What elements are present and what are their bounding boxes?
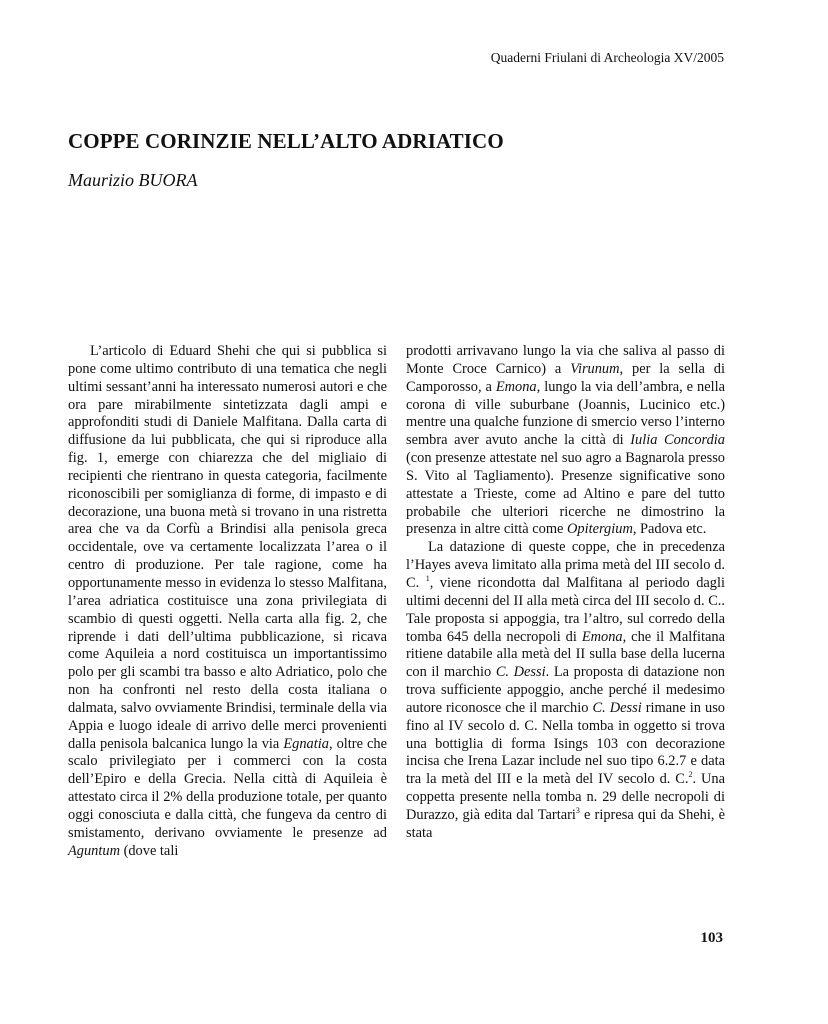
text-run: (con presenze attestate nel suo agro a Bagnarola presso S. Vito al Tagliamento). Presenze significative sono attestate a Trieste, come ad Altino e pare del tutto probabile che ulteriori ricerche ne dimostrino la presenza in altre città come — [406, 450, 725, 538]
italic-run: C. Dessi — [592, 699, 642, 716]
text-run: , lungo la via dell’ambra, e nella corona di ville suburbane (Joannis, Lucinico etc.) mentre una qualche funzione di smercio verso l’interno sembra aver avuto anche la città di — [406, 378, 725, 449]
body-paragraph — [406, 539, 725, 842]
text-run: L’articolo di Eduard Shehi che qui si pubblica si pone come ultimo contributo di una tematica che negli ultimi sessant’anni ha interessato numerosi autori e che ora pare mirabilmente sintetizzata dagli ampi e approfonditi studi di Daniele Malfitana. Dalla carta di diffusione da lui pubblicata, che qui si riproduce alla fig. 1, emerge con chiarezza che del migliaio di recipienti che rientrano in questa categoria, facilmente riconoscibili per somiglianza di forme, di impasto e di decorazione, una buona metà si trovano in una ristretta area che va da Corfù a Brindisi alla penisola greca occidentale, ove va certamente localizzata l’area o il centro di produzione. Per tale ragione, come ha opportunamente messo in evidenza lo stesso Malfitana, l’area adriatica costituisce una zona privilegiata di scambio di questi oggetti. Nella carta alla fig. 2, che riprende i dati dell’ultima pubblicazione, si ricava come Aquileia a nord costituisca un importantissimo polo per gli scambi tra basso e alto Adriatico, polo che non ha confronti nel resto della costa italiana o dalmata, salvo ovviamente Brindisi, terminale della via Appia e luogo ideale di arrivo delle merci provenienti dalla penisola balcanica lungo la via — [68, 343, 387, 752]
text-run: , per la sella di Camporosso, a — [406, 360, 725, 395]
text-run: . Una coppetta presente nella tomba n. 29 delle necropoli di Durazzo, già edita dal Tartari — [406, 771, 726, 823]
text-run: , che il Malfitana ritiene databile alla metà del II sulla base della lucerna con il marchio — [406, 628, 725, 681]
text-run: prodotti arrivavano lungo la via che saliva al passo di Monte Croce Carnico) a — [406, 343, 725, 377]
italic-run: Aguntum — [68, 842, 120, 859]
body-column-right — [406, 343, 725, 843]
footnote-ref: 1 — [425, 574, 430, 584]
italic-run: C. Dessi — [495, 664, 546, 681]
running-head: Quaderni Friulani di Archeologia XV/2005 — [490, 50, 724, 65]
article-title: COPPE CORINZIE NELL’ALTO ADRIATICO — [68, 129, 504, 153]
italic-run: Virunum — [570, 360, 620, 377]
italic-run: Egnatia — [283, 735, 329, 752]
italic-run: Emona — [581, 628, 623, 645]
body-paragraph-continued — [406, 343, 725, 539]
text-run: rimane in uso fino al IV secolo d. C. Nella tomba in oggetto si trova una bottiglia di forma Isings 103 con decorazione incisa che Irena Lazar include nel suo tipo 6.2.7 e data tra la metà del III e la metà del IV secolo d. C. — [406, 699, 725, 788]
text-run: La datazione di queste coppe, che in precedenza l’Hayes aveva limitato alla prima metà del III secolo d. C. — [406, 539, 725, 591]
body-paragraph — [68, 343, 387, 860]
page-number: 103 — [700, 930, 723, 946]
article-author: Maurizio BUORA — [68, 170, 198, 190]
footnote-ref: 3 — [575, 806, 580, 816]
body-column-left — [68, 343, 387, 860]
footnote-ref: 2 — [688, 770, 693, 780]
text-run: , Padova etc. — [632, 521, 707, 538]
text-run: , oltre che scalo privilegiato per i commerci con la costa dell’Epiro e della Grecia. Nella città di Aquileia è attestato circa il 2% della produzione totale, per quanto oggi conosciuta e dalla città, che fungeva da centro di smistamento, derivano ovviamente le presenze ad — [68, 735, 387, 841]
text-run: e ripresa qui da Shehi, è stata — [406, 806, 725, 841]
italic-run: Opitergium — [567, 521, 633, 538]
text-run: . La proposta di datazione non trova sufficiente appoggio, anche perché il medesimo autore riconosce che il marchio — [406, 664, 726, 716]
italic-run: Emona — [495, 378, 537, 395]
text-run: (dove tali — [119, 842, 179, 859]
italic-run: Iulia Concordia — [630, 432, 725, 449]
text-run: , viene ricondotta dal Malfitana al periodo dagli ultimi decenni del II alla metà circa del III secolo d. C.. Tale proposta si appoggia, tra l’altro, sul corredo della tomba 645 della necropoli di — [406, 574, 725, 645]
